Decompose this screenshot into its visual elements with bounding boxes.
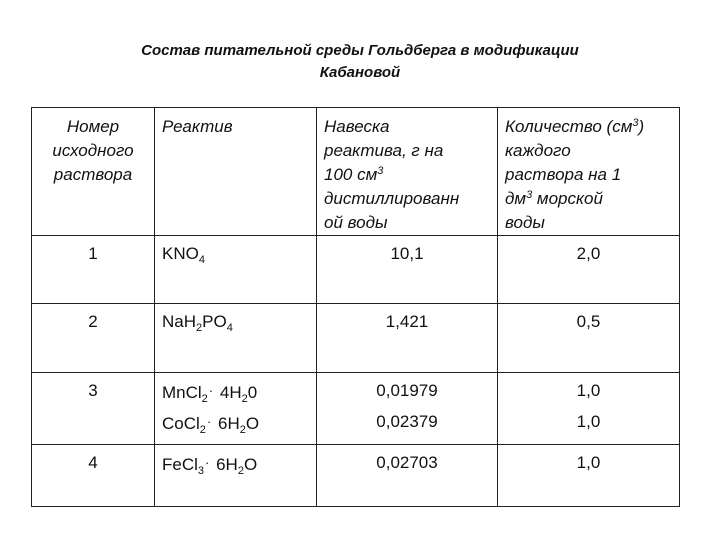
formula-dot: · bbox=[205, 455, 210, 470]
formula-text: MnCl bbox=[162, 383, 202, 402]
solution-number: 4 bbox=[88, 453, 98, 472]
weight-value: 0,02379 bbox=[376, 412, 438, 431]
formula-subscript: 3 bbox=[197, 465, 205, 477]
header-volume-text: морской bbox=[532, 189, 603, 208]
reagent-cell bbox=[155, 445, 317, 507]
title-line-1: Состав питательной среды Гольдберга в модификации bbox=[141, 42, 579, 59]
header-weight-line: дистиллированн bbox=[324, 189, 460, 208]
formula-text: 0 bbox=[247, 383, 258, 402]
solution-number: 3 bbox=[88, 381, 98, 400]
header-volume-text: ) bbox=[638, 117, 645, 136]
formula-text: PO bbox=[202, 312, 227, 331]
solution-number: 1 bbox=[88, 244, 98, 263]
header-cell-volume bbox=[498, 108, 680, 236]
header-reagent: Реактив bbox=[162, 117, 233, 136]
formula-text: KNO bbox=[162, 244, 199, 263]
table-row bbox=[32, 373, 680, 445]
formula-subscript: 4 bbox=[226, 322, 233, 334]
formula-text: O bbox=[243, 455, 258, 474]
header-weight-superscript: 3 bbox=[377, 165, 384, 177]
header-volume-line: раствора на 1 bbox=[505, 165, 622, 184]
header-volume-line bbox=[505, 115, 675, 139]
formula-dot: · bbox=[206, 414, 212, 429]
header-volume-text: Количество (см bbox=[505, 117, 633, 136]
header-number-line: Номер bbox=[66, 117, 120, 136]
header-volume-line bbox=[505, 187, 675, 211]
header-weight-text: 100 см bbox=[324, 165, 378, 184]
weight-cell bbox=[317, 236, 498, 304]
weight-cell bbox=[317, 304, 498, 373]
table-row bbox=[32, 445, 680, 507]
header-row bbox=[32, 108, 680, 236]
title-line-2: Кабановой bbox=[319, 64, 401, 81]
table-row bbox=[32, 304, 680, 373]
reagent-formula bbox=[162, 311, 316, 342]
weight-value: 10,1 bbox=[390, 244, 424, 263]
number-cell bbox=[32, 373, 155, 445]
header-cell-reagent bbox=[155, 108, 317, 236]
header-volume-superscript: 3 bbox=[526, 189, 533, 201]
header-cell-number bbox=[32, 108, 155, 236]
formula-subscript: 2 bbox=[241, 393, 248, 405]
volume-value: 2,0 bbox=[576, 244, 601, 263]
header-weight-line: реактива, г на bbox=[324, 141, 444, 160]
reagent-cell bbox=[155, 304, 317, 373]
header-weight-line bbox=[324, 163, 493, 187]
reagent-cell bbox=[155, 236, 317, 304]
weight-cell bbox=[317, 445, 498, 507]
header-volume-line: каждого bbox=[505, 141, 571, 160]
formula-dot: · bbox=[208, 383, 214, 398]
volume-value: 0,5 bbox=[576, 312, 601, 331]
formula-subscript: 2 bbox=[196, 322, 203, 334]
reagent-cell bbox=[155, 373, 317, 445]
header-weight-line: ой воды bbox=[324, 213, 388, 232]
formula-subscript: 2 bbox=[239, 424, 246, 436]
formula-text: O bbox=[245, 414, 260, 433]
volume-cell bbox=[498, 304, 680, 373]
number-cell bbox=[32, 445, 155, 507]
formula-text: CoCl bbox=[162, 414, 200, 433]
header-weight-line: Навеска bbox=[324, 117, 390, 136]
composition-table bbox=[31, 107, 680, 507]
formula-text: 4H bbox=[215, 383, 242, 402]
weight-value: 0,01979 bbox=[376, 381, 438, 400]
formula-subscript: 4 bbox=[198, 254, 205, 266]
formula-subscript: 2 bbox=[201, 393, 208, 405]
number-cell bbox=[32, 236, 155, 304]
volume-value: 1,0 bbox=[576, 412, 601, 431]
formula-subscript: 2 bbox=[199, 424, 206, 436]
header-volume-line: воды bbox=[505, 213, 545, 232]
header-number-line: исходного bbox=[52, 141, 134, 160]
solution-number: 2 bbox=[88, 312, 98, 331]
volume-cell bbox=[498, 373, 680, 445]
weight-value: 0,02703 bbox=[376, 453, 438, 472]
header-number-line: раствора bbox=[53, 165, 133, 184]
formula-text: NaH bbox=[162, 312, 197, 331]
volume-value: 1,0 bbox=[576, 381, 601, 400]
volume-cell bbox=[498, 236, 680, 304]
reagent-formula bbox=[162, 243, 316, 274]
table-row bbox=[32, 236, 680, 304]
reagent-formula bbox=[162, 380, 316, 411]
weight-value: 1,421 bbox=[385, 312, 429, 331]
volume-cell bbox=[498, 445, 680, 507]
reagent-formula bbox=[162, 411, 316, 442]
header-volume-superscript: 3 bbox=[632, 117, 639, 129]
header-cell-weight bbox=[317, 108, 498, 236]
header-volume-text: дм bbox=[505, 189, 527, 208]
formula-subscript: 2 bbox=[237, 465, 244, 477]
formula-text: 6H bbox=[211, 455, 238, 474]
formula-text: FeCl bbox=[162, 455, 198, 474]
number-cell bbox=[32, 304, 155, 373]
volume-value: 1,0 bbox=[576, 453, 601, 472]
reagent-formula bbox=[162, 452, 316, 483]
formula-text: 6H bbox=[213, 414, 240, 433]
page-title bbox=[60, 40, 660, 84]
weight-cell bbox=[317, 373, 498, 445]
